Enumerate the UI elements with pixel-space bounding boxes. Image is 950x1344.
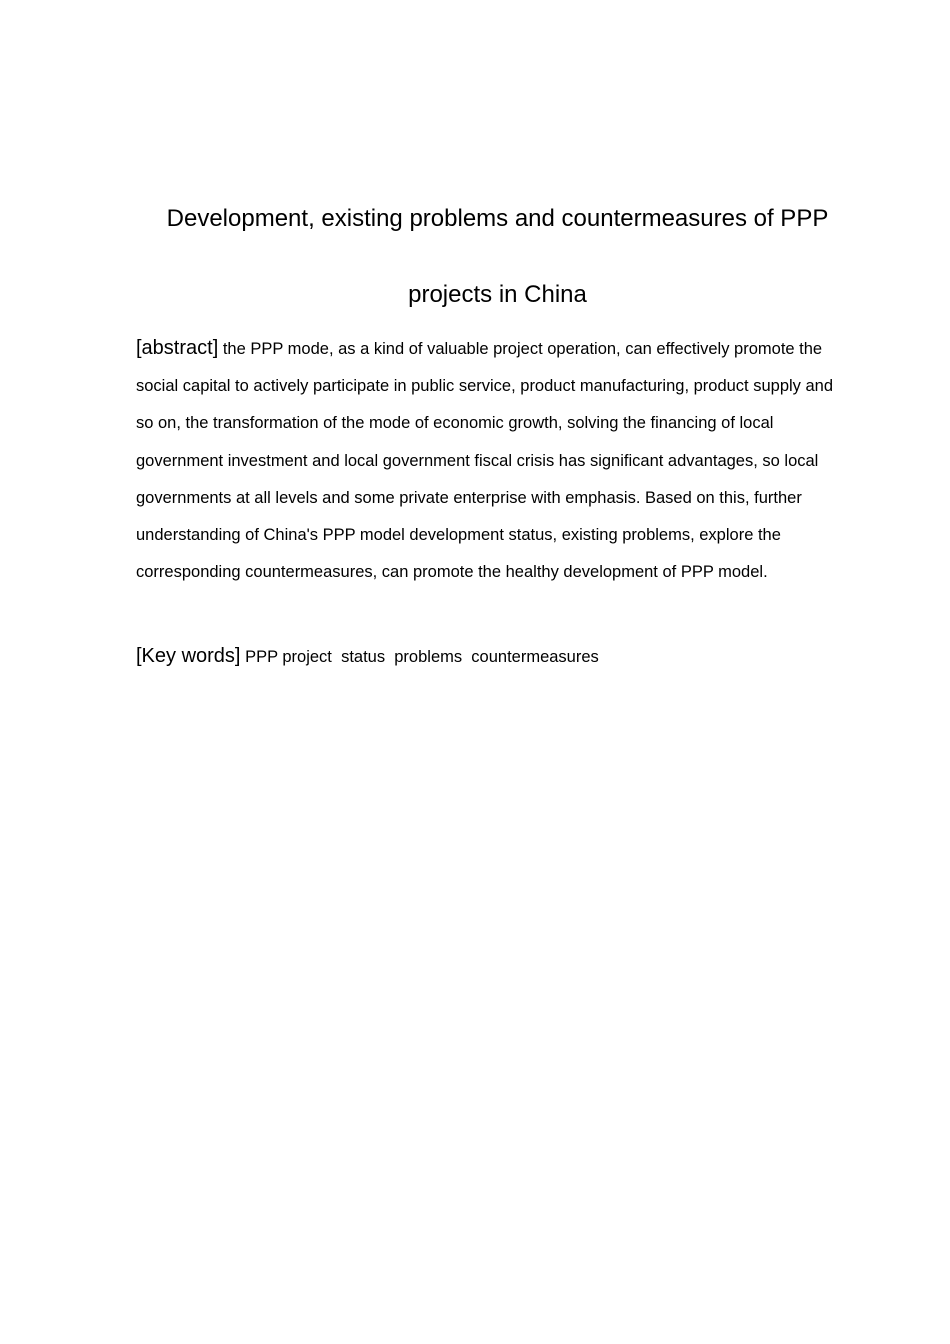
paper-title-line-2: projects in China [408, 281, 587, 308]
abstract-text: the PPP mode, as a kind of valuable project operation, can effectively promote the social capital to actively participate in public service, product manufacturing, product supply and so on, the transformation of the mode of economic growth, solving the financing of local government investment and local government fiscal crisis has significant advantages, so local governments at all levels and some private enterprise with emphasis. Based on this, further understanding of China's PPP model development status, existing problems, explore the corresponding countermeasures, can promote the healthy development of PPP model. [136, 340, 834, 582]
paper-title-line-1: Development, existing problems and countermeasures of PPP [166, 205, 829, 232]
abstract-paragraph [136, 330, 852, 591]
abstract-label: [abstract] [136, 337, 219, 359]
keywords-text: PPP project status problems countermeasures [240, 648, 599, 666]
keywords-paragraph [136, 638, 852, 676]
keywords-label: [Key words] [136, 645, 241, 667]
